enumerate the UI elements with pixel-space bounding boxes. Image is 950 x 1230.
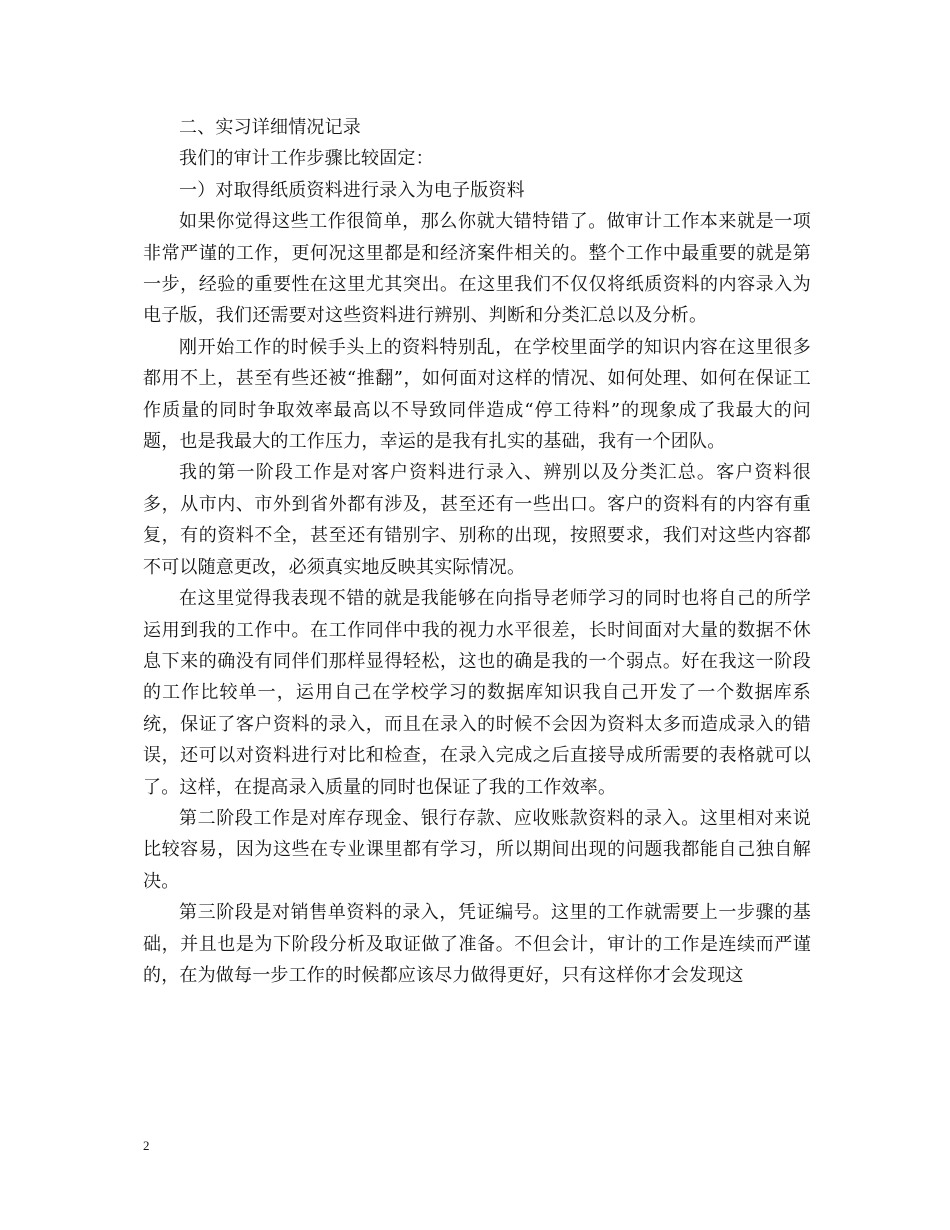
paragraph: 第三阶段是对销售单资料的录入，凭证编号。这里的工作就需要上一步骤的基础，并且也是为下阶段分析及取证做了准备。不但会计，审计的工作是连续而严谨的，在为做每一步工作的时候都应该尽力做得更好，只有这样你才会发现这 [143, 902, 811, 986]
document-body [143, 112, 811, 991]
paragraph: 第二阶段工作是对库存现金、银行存款、应收账款资料的录入。这里相对来说比较容易，因为这些在专业课里都有学习，所以期间出现的问题我都能自己独自解决。 [143, 807, 811, 892]
page-number: 2 [143, 1138, 150, 1153]
section-heading: 二、实习详细情况记录 [179, 117, 361, 138]
paragraph: 我的第一阶段工作是对客户资料进行录入、辨别以及分类汇总。客户资料很多，从市内、市外到省外都有涉及，甚至还有一些出口。客户的资料有的内容有重复，有的资料不全，甚至还有错别字、别称的出现，按照要求，我们对这些内容都不可以随意更改，必须真实地反映其实际情况。 [143, 462, 811, 578]
paragraph: 在这里觉得我表现不错的就是我能够在向指导老师学习的同时也将自己的所学运用到我的工作中。在工作同伴中我的视力水平很差，长时间面对大量的数据不休息下来的确没有同伴们那样显得轻松，这也的确是我的一个弱点。好在我这一阶段的工作比较单一，运用自己在学校学习的数据库知识我自己开发了一个数据库系统，保证了客户资料的录入，而且在录入的时候不会因为资料太多而造成录入的错误，还可以对资料进行对比和检查，在录入完成之后直接导成所需要的表格就可以了。这样，在提高录入质量的同时也保证了我的工作效率。 [143, 588, 811, 798]
paragraph: 我们的审计工作步骤比较固定： [179, 148, 434, 170]
subsection-heading: 一）对取得纸质资料进行录入为电子版资料 [179, 179, 525, 201]
paragraph: 如果你觉得这些工作很简单，那么你就大错特错了。做审计工作本来就是一项非常严谨的工作，更何况这里都是和经济案件相关的。整个工作中最重要的就是第一步，经验的重要性在这里尤其突出。在这里我们不仅仅将纸质资料的内容录入为电子版，我们还需要对这些资料进行辨别、判断和分类汇总以及分析。 [143, 211, 811, 327]
paragraph: 刚开始工作的时候手头上的资料特别乱，在学校里面学的知识内容在这里很多都用不上，甚至有些还被“推翻”，如何面对这样的情况、如何处理、如何在保证工作质量的同时争取效率最高以不导致同伴造成“停工待料”的现象成了我最大的问题，也是我最大的工作压力，幸运的是我有扎实的基础，我有一个团队。 [143, 336, 811, 453]
